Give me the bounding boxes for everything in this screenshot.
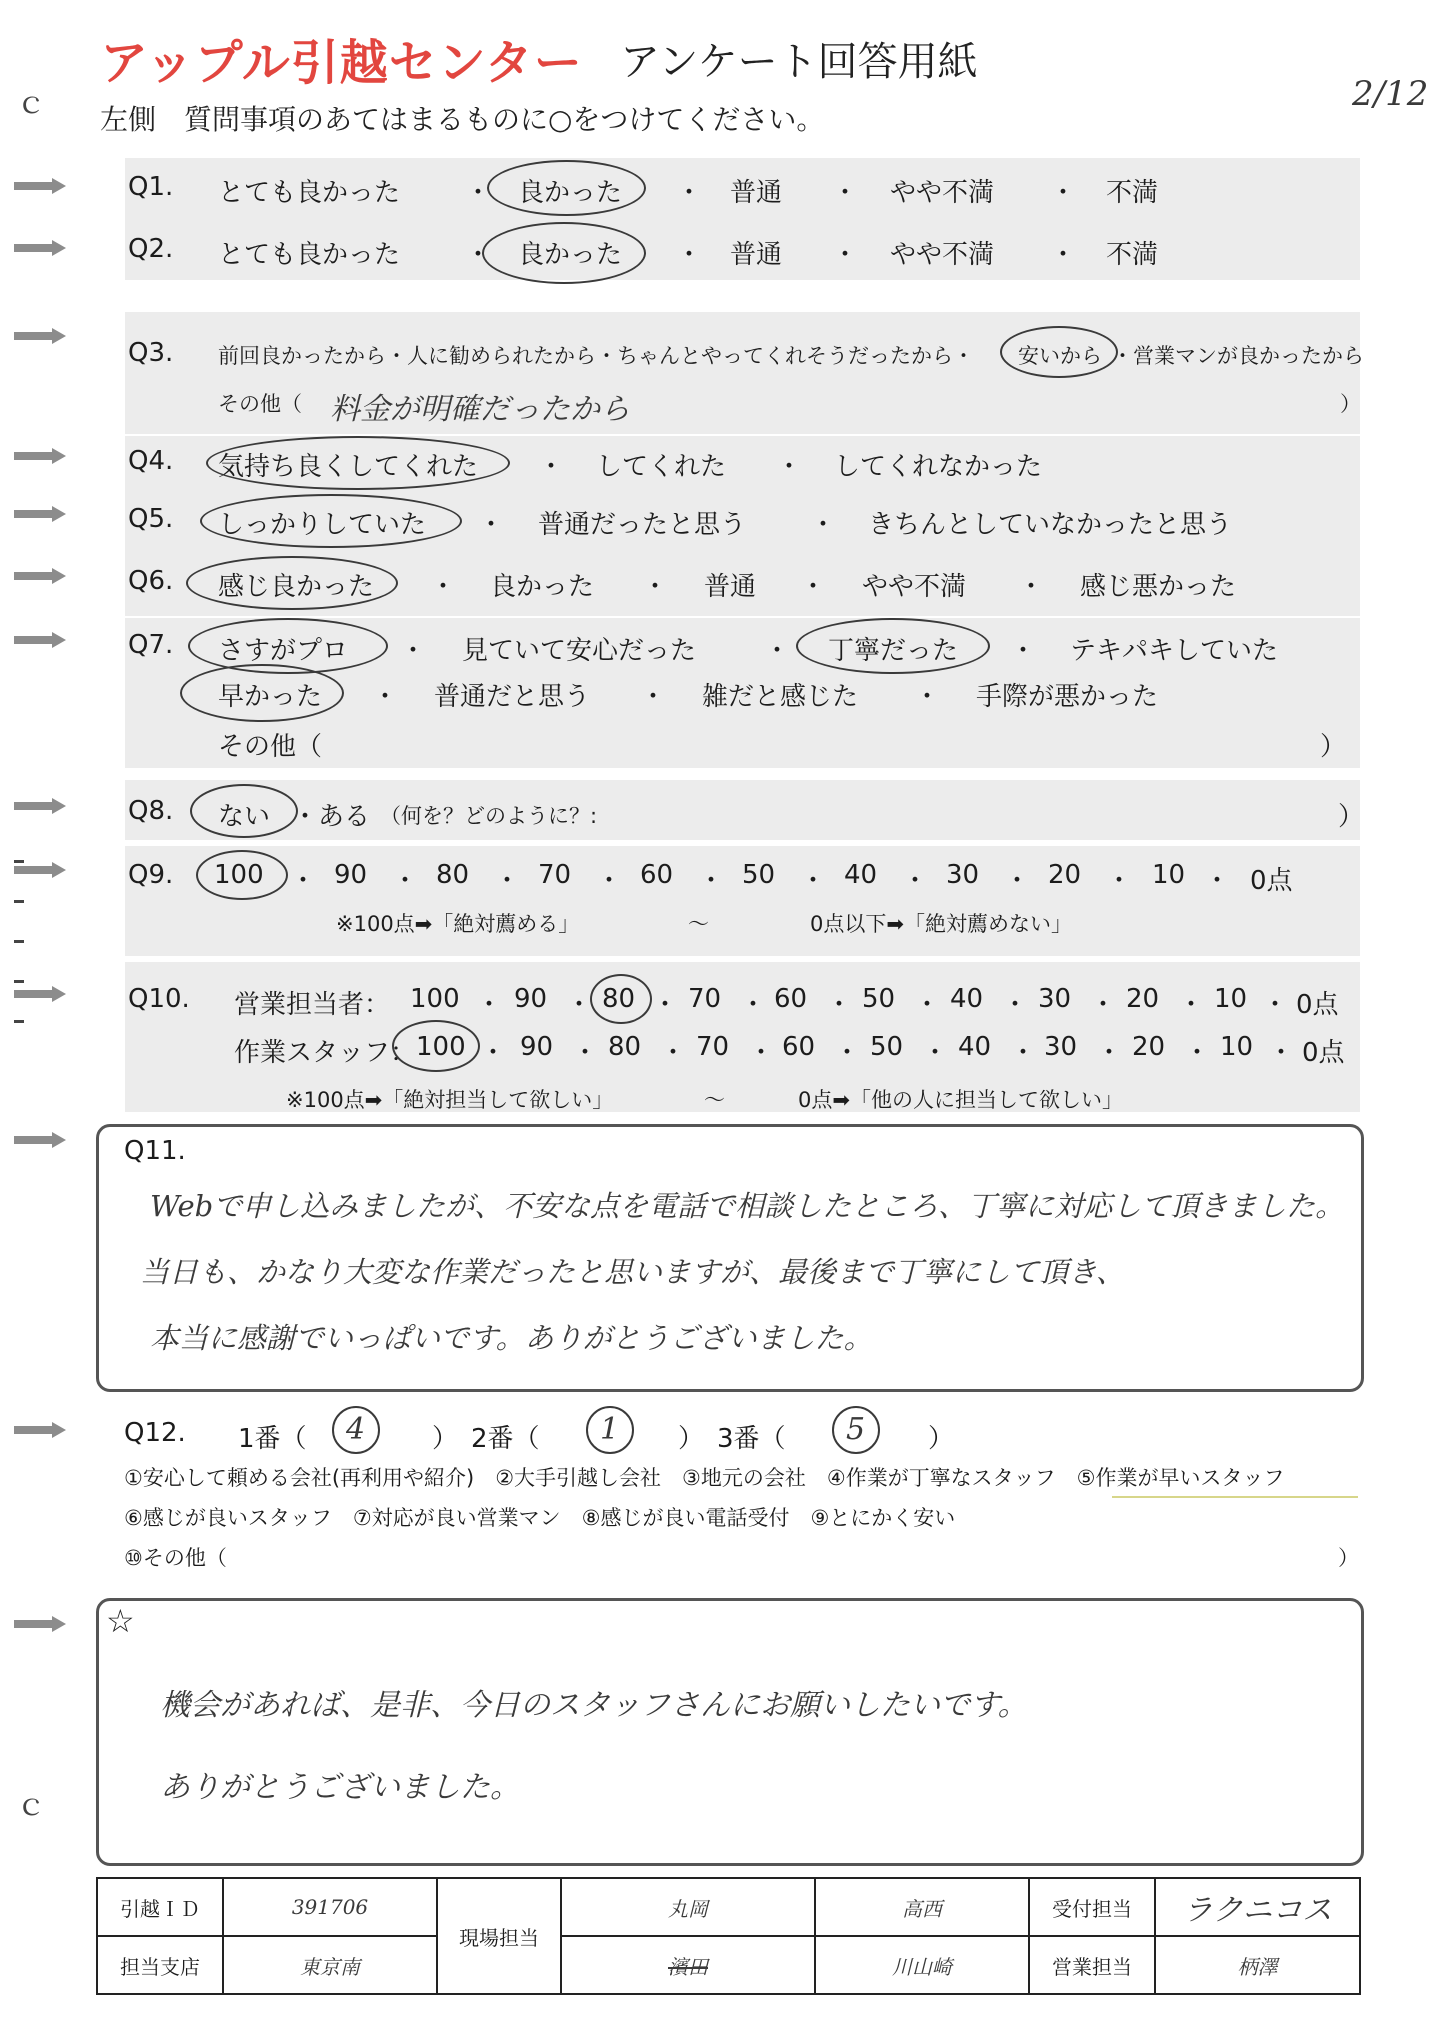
margin-tick bbox=[14, 900, 24, 903]
q1-option[interactable]: とても良かった bbox=[218, 178, 401, 208]
separator: ・ bbox=[566, 990, 593, 1020]
q7-other-label: その他（ bbox=[218, 732, 323, 762]
q6-option[interactable]: 良かった bbox=[490, 572, 595, 602]
q12-rank1-label: 1番（ bbox=[238, 1424, 307, 1454]
q5-label: Q5. bbox=[128, 504, 174, 534]
selection-circle bbox=[180, 664, 344, 722]
q7-option[interactable]: 丁寧だった bbox=[828, 636, 959, 666]
move-id-label: 引越ＩＤ bbox=[97, 1878, 223, 1936]
margin-tick bbox=[14, 940, 24, 943]
q11-comment-line: Webで申し込みましたが、不安な点を電話で相談したところ、丁寧に対応して頂きました。 bbox=[150, 1189, 1345, 1223]
q12-label: Q12. bbox=[124, 1418, 186, 1448]
selection-circle bbox=[482, 222, 646, 284]
separator: ・ bbox=[676, 240, 703, 270]
site-staff-label: 現場担当 bbox=[437, 1878, 561, 1994]
selection-circle bbox=[200, 494, 462, 548]
date-handwritten: 2/12 bbox=[1352, 74, 1429, 114]
q11-comment-line: 本当に感謝でいっぱいです。ありがとうございました。 bbox=[150, 1321, 873, 1355]
q10-sales-score[interactable]: 40 bbox=[950, 984, 984, 1014]
q2-option[interactable]: やや不満 bbox=[890, 240, 995, 270]
selection-circle bbox=[590, 974, 652, 1024]
q10-sales-score[interactable]: 60 bbox=[774, 984, 808, 1014]
arrow-icon bbox=[14, 1422, 66, 1438]
underline-mark bbox=[1112, 1496, 1358, 1498]
separator: ・ bbox=[922, 1038, 949, 1068]
q10-note-right: 0点➡「他の人に担当して欲しい」 bbox=[798, 1088, 1123, 1112]
reception-value: ラクニコス bbox=[1155, 1878, 1360, 1936]
q9-score[interactable]: 100 bbox=[214, 860, 264, 890]
q1-label: Q1. bbox=[128, 172, 174, 202]
selection-circle bbox=[332, 1406, 380, 1454]
q7-option[interactable]: テキパキしていた bbox=[1070, 636, 1279, 666]
selection-circle bbox=[206, 436, 510, 490]
separator: ・ bbox=[640, 682, 667, 712]
q5-option[interactable]: 普通だったと思う bbox=[538, 510, 747, 540]
separator: ・ bbox=[1204, 866, 1231, 896]
arrow-icon bbox=[14, 798, 66, 814]
q9-score[interactable]: 80 bbox=[436, 860, 470, 890]
q12-rank3-value[interactable]: 5 bbox=[846, 1412, 866, 1447]
separator: ・ bbox=[1010, 636, 1037, 666]
star-icon: ☆ bbox=[106, 1602, 135, 1640]
separator: ・ bbox=[914, 990, 941, 1020]
separator: ・ bbox=[1106, 866, 1133, 896]
q10-sales-score[interactable]: 0点 bbox=[1296, 990, 1339, 1020]
separator: ・ bbox=[748, 1038, 775, 1068]
q10-note-left: ※100点➡「絶対担当して欲しい」 bbox=[286, 1088, 614, 1112]
free-comment-box[interactable] bbox=[96, 1598, 1364, 1866]
separator: ・ bbox=[810, 510, 837, 540]
q10-sales-label: 営業担当者： bbox=[234, 990, 391, 1020]
separator: ・ bbox=[642, 572, 669, 602]
q7-option[interactable]: 普通だと思う bbox=[434, 682, 591, 712]
q10-staff-score[interactable]: 50 bbox=[870, 1032, 904, 1062]
q9-score[interactable]: 50 bbox=[742, 860, 776, 890]
separator: ・ bbox=[572, 1038, 599, 1068]
q10-staff-score[interactable]: 10 bbox=[1220, 1032, 1254, 1062]
site-staff-1: 丸岡 bbox=[561, 1878, 815, 1936]
selection-circle bbox=[196, 850, 288, 900]
separator: ・ bbox=[465, 240, 492, 270]
separator: ・ bbox=[478, 510, 505, 540]
q10-sales-score[interactable]: 80 bbox=[602, 984, 636, 1014]
q9-score[interactable]: 70 bbox=[538, 860, 572, 890]
separator: ・ bbox=[800, 866, 827, 896]
separator: ・ bbox=[832, 240, 859, 270]
separator: ・ bbox=[1184, 1038, 1211, 1068]
q7-option[interactable]: 手際が悪かった bbox=[976, 682, 1159, 712]
q6-option[interactable]: 感じ良かった bbox=[218, 572, 375, 602]
q2-option[interactable]: 不満 bbox=[1106, 240, 1159, 270]
q3-band bbox=[125, 312, 1360, 434]
q3-option-cheap[interactable]: 安いから bbox=[1018, 344, 1102, 368]
q10-sales-score[interactable]: 50 bbox=[862, 984, 896, 1014]
separator: ・ bbox=[1050, 178, 1077, 208]
separator: ・ bbox=[740, 990, 767, 1020]
q9-score[interactable]: 30 bbox=[946, 860, 980, 890]
reception-label: 受付担当 bbox=[1029, 1878, 1155, 1936]
site-staff-4: 川山崎 bbox=[815, 1936, 1029, 1994]
separator: ・ bbox=[596, 866, 623, 896]
q1-option[interactable]: 普通 bbox=[730, 178, 783, 208]
separator: ・ bbox=[1010, 1038, 1037, 1068]
q10-staff-score[interactable]: 60 bbox=[782, 1032, 816, 1062]
q6-option[interactable]: やや不満 bbox=[862, 572, 967, 602]
q3-option-sales[interactable]: ・営業マンが良かったから bbox=[1112, 344, 1364, 368]
separator: ・ bbox=[1004, 866, 1031, 896]
q10-sales-score[interactable]: 30 bbox=[1038, 984, 1072, 1014]
separator: ・ bbox=[834, 1038, 861, 1068]
q10-staff-score[interactable]: 40 bbox=[958, 1032, 992, 1062]
separator: ・ bbox=[290, 866, 317, 896]
branch-value: 東京南 bbox=[223, 1936, 437, 1994]
arrow-icon bbox=[14, 328, 66, 344]
separator: ・ bbox=[476, 990, 503, 1020]
q11-comment-line: 当日も、かなり大変な作業だったと思いますが、最後まで丁寧にして頂き、 bbox=[140, 1255, 1125, 1289]
q2-option[interactable]: 普通 bbox=[730, 240, 783, 270]
arrow-icon bbox=[14, 178, 66, 194]
sales-rep-label: 営業担当 bbox=[1029, 1936, 1155, 1994]
separator: ・ bbox=[430, 572, 457, 602]
q8-label: Q8. bbox=[128, 796, 174, 826]
separator: ・ bbox=[660, 1038, 687, 1068]
arrow-icon bbox=[14, 568, 66, 584]
free-comment-line: 機会があれば、是非、今日のスタッフさんにお願いしたいです。 bbox=[160, 1688, 1028, 1723]
separator: ・ bbox=[652, 990, 679, 1020]
branch-label: 担当支店 bbox=[97, 1936, 223, 1994]
separator: ・ bbox=[1262, 990, 1289, 1020]
q10-staff-score[interactable]: 20 bbox=[1132, 1032, 1166, 1062]
q1-option[interactable]: 良かった bbox=[518, 178, 623, 208]
q9-label: Q9. bbox=[128, 860, 174, 890]
q10-staff-label: 作業スタッフ： bbox=[234, 1038, 417, 1068]
q9-score[interactable]: 60 bbox=[640, 860, 674, 890]
q9-note-left: ※100点➡「絶対薦める」 bbox=[336, 912, 580, 936]
q1-option[interactable]: やや不満 bbox=[890, 178, 995, 208]
q5-option[interactable]: しっかりしていた bbox=[218, 510, 427, 540]
q5-option[interactable]: きちんとしていなかったと思う bbox=[868, 510, 1233, 540]
separator: ・ bbox=[764, 636, 791, 666]
margin-tick bbox=[14, 980, 24, 983]
selection-circle bbox=[190, 784, 298, 838]
selection-circle bbox=[392, 1020, 480, 1072]
separator: ・ bbox=[392, 866, 419, 896]
q8-prompt: （何を？どのように？: bbox=[380, 804, 598, 828]
free-comment-line: ありがとうございました。 bbox=[160, 1770, 520, 1805]
separator: ・ bbox=[494, 866, 521, 896]
arrow-icon bbox=[14, 448, 66, 464]
q7-option[interactable]: 見ていて安心だった bbox=[462, 636, 697, 666]
q9-score[interactable]: 20 bbox=[1048, 860, 1082, 890]
separator: ・ bbox=[1178, 990, 1205, 1020]
separator: ・ bbox=[1050, 240, 1077, 270]
binder-mark: ｃ bbox=[16, 86, 46, 121]
selection-circle bbox=[1000, 326, 1118, 378]
form-title: アンケート回答用紙 bbox=[620, 39, 978, 85]
binder-mark: ｃ bbox=[16, 1788, 46, 1823]
separator: ・ bbox=[1002, 990, 1029, 1020]
separator: ・ bbox=[1018, 572, 1045, 602]
q9-score[interactable]: 90 bbox=[334, 860, 368, 890]
footer-staff-table bbox=[96, 1877, 1361, 1995]
arrow-icon bbox=[14, 1616, 66, 1632]
q7-option[interactable]: 雑だと感じた bbox=[702, 682, 859, 712]
selection-circle bbox=[832, 1406, 880, 1454]
q10-sales-score[interactable]: 100 bbox=[410, 984, 460, 1014]
q10-staff-score[interactable]: 0点 bbox=[1302, 1038, 1345, 1068]
q8-close: ） bbox=[1338, 802, 1365, 832]
selection-circle bbox=[186, 556, 398, 610]
arrow-icon bbox=[14, 862, 66, 878]
separator: ・ bbox=[1090, 990, 1117, 1020]
q4-option[interactable]: してくれなかった bbox=[834, 452, 1043, 482]
q12-rank2-label: ） 2番（ bbox=[432, 1424, 540, 1454]
q9-score[interactable]: 0点 bbox=[1250, 866, 1293, 896]
separator: ・ bbox=[400, 636, 427, 666]
q3-other-close: ） bbox=[1340, 392, 1361, 416]
separator: ・ bbox=[800, 572, 827, 602]
q10-note-mid: ～ bbox=[704, 1088, 725, 1112]
instruction-text: 左側 質問事項のあてはまるものに○をつけてください。 bbox=[100, 103, 825, 136]
arrow-icon bbox=[14, 632, 66, 648]
q10-sales-score[interactable]: 10 bbox=[1214, 984, 1248, 1014]
q10-staff-score[interactable]: 30 bbox=[1044, 1032, 1078, 1062]
q6-label: Q6. bbox=[128, 566, 174, 596]
q7-other-close: ） bbox=[1320, 732, 1347, 762]
move-id-value: 391706 bbox=[223, 1878, 437, 1936]
q2-label: Q2. bbox=[128, 234, 174, 264]
q3-other-answer[interactable]: 料金が明確だったから bbox=[330, 392, 630, 427]
separator: ・ bbox=[1268, 1038, 1295, 1068]
separator: ・ bbox=[914, 682, 941, 712]
q6-option[interactable]: 感じ悪かった bbox=[1080, 572, 1237, 602]
q12-choices-row1: ①安心して頼める会社(再利用や紹介) ②大手引越し会社 ③地元の会社 ④作業が丁寧なスタッフ ⑤作業が早いスタッフ bbox=[124, 1466, 1285, 1490]
q2-option[interactable]: とても良かった bbox=[218, 240, 401, 270]
arrow-icon bbox=[14, 506, 66, 522]
arrow-icon bbox=[14, 986, 66, 1002]
q9-score[interactable]: 40 bbox=[844, 860, 878, 890]
separator: ・ bbox=[832, 178, 859, 208]
margin-tick bbox=[14, 1020, 24, 1023]
q4-option[interactable]: 気持ち良くしてくれた bbox=[218, 452, 479, 482]
q7-label: Q7. bbox=[128, 630, 174, 660]
separator: ・ bbox=[698, 866, 725, 896]
q10-label: Q10. bbox=[128, 984, 190, 1014]
selection-circle bbox=[586, 1406, 634, 1454]
q12-choices-close: ） bbox=[1338, 1546, 1359, 1570]
q11-label: Q11. bbox=[124, 1136, 186, 1166]
separator: ・ bbox=[480, 1038, 507, 1068]
q12-rank2-value[interactable]: 1 bbox=[600, 1412, 620, 1447]
sales-rep-value: 柄澤 bbox=[1155, 1936, 1360, 1994]
q10-sales-score[interactable]: 70 bbox=[688, 984, 722, 1014]
company-name: アップル引越センター bbox=[100, 35, 583, 91]
q8-option-no[interactable]: ない bbox=[218, 802, 271, 832]
q1-option[interactable]: 不満 bbox=[1106, 178, 1159, 208]
q7-option[interactable]: 早かった bbox=[218, 682, 323, 712]
q10-staff-score[interactable]: 90 bbox=[520, 1032, 554, 1062]
arrow-icon bbox=[14, 1132, 66, 1148]
q3-options-text: 前回良かったから・人に勧められたから・ちゃんとやってくれそうだったから・ bbox=[218, 344, 974, 368]
q12-rank-close: ） bbox=[928, 1424, 955, 1454]
separator: ・ bbox=[372, 682, 399, 712]
q4-option[interactable]: してくれた bbox=[596, 452, 727, 482]
site-staff-3: 濱田 bbox=[561, 1936, 815, 1994]
q9-score[interactable]: 10 bbox=[1152, 860, 1186, 890]
q12-choices-row3: ⑩その他（ bbox=[124, 1546, 227, 1570]
q10-staff-score[interactable]: 100 bbox=[416, 1032, 466, 1062]
separator: ・ bbox=[776, 452, 803, 482]
q10-sales-score[interactable]: 90 bbox=[514, 984, 548, 1014]
q3-other-label: その他（ bbox=[218, 392, 302, 416]
q6-option[interactable]: 普通 bbox=[704, 572, 757, 602]
separator: ・ bbox=[538, 452, 565, 482]
separator: ・ bbox=[826, 990, 853, 1020]
selection-circle bbox=[796, 618, 990, 674]
q7-option[interactable]: さすがプロ bbox=[218, 636, 349, 666]
site-staff-2: 高西 bbox=[815, 1878, 1029, 1936]
separator: ・ bbox=[902, 866, 929, 896]
q12-choices-row2: ⑥感じが良いスタッフ ⑦対応が良い営業マン ⑧感じが良い電話受付 ⑨とにかく安い bbox=[124, 1506, 956, 1530]
separator: ・ bbox=[1096, 1038, 1123, 1068]
selection-circle bbox=[487, 160, 646, 216]
arrow-icon bbox=[14, 240, 66, 256]
separator: ・ bbox=[676, 178, 703, 208]
separator: ・ bbox=[465, 178, 492, 208]
q10-staff-score[interactable]: 70 bbox=[696, 1032, 730, 1062]
q9-note-right: 0点以下➡「絶対薦めない」 bbox=[810, 912, 1072, 936]
q8-option-yes[interactable]: ・ある bbox=[292, 802, 371, 832]
q12-rank3-label: ） 3番（ bbox=[678, 1424, 786, 1454]
q12-rank1-value[interactable]: 4 bbox=[346, 1412, 366, 1447]
q9-note-mid: ～ bbox=[688, 912, 709, 936]
q10-sales-score[interactable]: 20 bbox=[1126, 984, 1160, 1014]
q2-option[interactable]: 良かった bbox=[518, 240, 623, 270]
q10-staff-score[interactable]: 80 bbox=[608, 1032, 642, 1062]
q3-label: Q3. bbox=[128, 338, 174, 368]
q4-label: Q4. bbox=[128, 446, 174, 476]
